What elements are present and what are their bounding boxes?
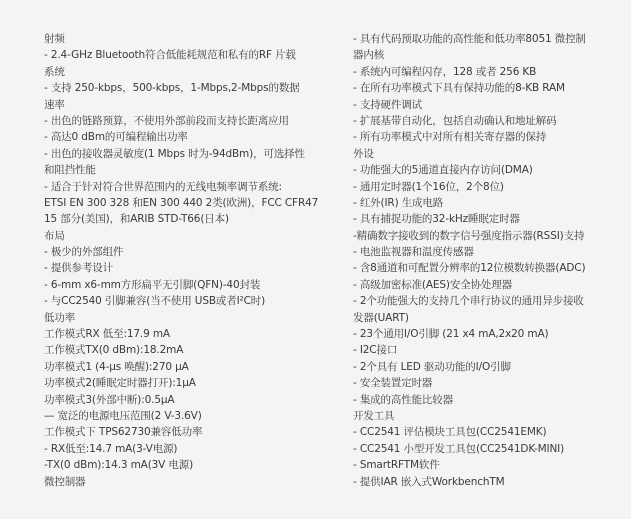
text-line: - 集成的高性能比较器 <box>353 393 453 406</box>
text-line: - 所有功率模式中对所有相关寄存器的保持 <box>353 131 547 144</box>
section-heading-dev-tools: 开发工具 <box>353 409 395 422</box>
text-line: 工作模式RX 低至:17.9 mA <box>44 328 170 341</box>
text-line: - 适合于针对符合世界范围内的无线电频率调节系统: <box>44 180 282 193</box>
text-line: - 提供IAR 嵌入式WorkbenchTM <box>353 475 505 488</box>
text-line: - 具有捕捉功能的32-kHz睡眠定时器 <box>353 213 520 226</box>
text-line: - 高达0 dBm的可编程输出功率 <box>44 131 188 144</box>
text-line: - 系统内可编程闪存，128 或者 256 KB <box>353 65 537 78</box>
text-line: - 2.4-GHz Bluetooth符合低能耗规范和私有的RF 片载 <box>44 49 296 62</box>
text-line: -精确数字接收到的数字信号强度指示器(RSSI)支持 <box>353 229 585 242</box>
text-line: - 出色的链路预算，不使用外部前段而支持长距离应用 <box>44 114 289 127</box>
text-line: - 扩展基带自动化，包括自动确认和地址解码 <box>353 114 557 127</box>
text-line: 和阻挡性能 <box>44 164 96 177</box>
text-line: -TX(0 dBm):14.3 mA(3V 电源) <box>44 459 194 472</box>
section-heading-peripherals: 外设 <box>353 147 374 160</box>
text-line: - 2个功能强大的支持几个串行协议的通用异步接收 <box>353 295 584 308</box>
text-line: 功率模式2(睡眠定时器打开):1μA <box>44 377 196 390</box>
text-line: - 支持 250-kbps，500-kbps，1-Mbps,2-Mbps的数据 <box>44 82 300 95</box>
text-line: - 安全装置定时器 <box>353 377 433 390</box>
text-line: - I2C接口 <box>353 344 398 357</box>
text-line: - SmartRFTM软件 <box>353 459 440 472</box>
text-line: - 2个具有 LED 驱动功能的I/O引脚 <box>353 360 511 373</box>
text-line: - 提供参考设计 <box>44 262 113 275</box>
text-line: - 与CC2540 引脚兼容(当不使用 USB或者I²C时) <box>44 295 266 308</box>
text-line: - RX低至:14.7 mA(3-V电源) <box>44 442 178 455</box>
text-line: - 含8通道和可配置分辨率的12位模数转换器(ADC) <box>353 262 586 275</box>
text-line: - 23个通用I/O引脚 (21 x4 mA,2x20 mA) <box>353 328 549 341</box>
right-column <box>353 31 615 490</box>
text-line: 系统 <box>44 65 65 78</box>
text-line: - 红外(IR) 生成电路 <box>353 196 444 209</box>
text-line: 工作模式下 TPS62730兼容低功率 <box>44 426 203 439</box>
text-line: 速率 <box>44 98 65 111</box>
section-heading-mcu: 微控制器 <box>44 475 86 488</box>
text-line: - 具有代码预取功能的高性能和低功率8051 微控制 <box>353 33 586 45</box>
text-line: - 支持硬件调试 <box>353 98 422 111</box>
text-line: - 功能强大的5通道直接内存访问(DMA) <box>353 164 533 177</box>
text-line: - 通用定时器(1个16位，2个8位) <box>353 180 504 193</box>
text-line: — 宽泛的电源电压范围(2 V-3.6V) <box>44 409 202 422</box>
text-line: - CC2541 评估模块工具包(CC2541EMK) <box>353 426 547 439</box>
text-line: 功率模式3(外部中断):0.5μA <box>44 393 175 406</box>
left-column <box>44 31 330 490</box>
section-heading-low-power: 低功率 <box>44 311 76 324</box>
text-line: 工作模式TX(0 dBm):18.2mA <box>44 344 184 357</box>
text-line: 器内核 <box>353 49 385 62</box>
text-line: ETSI EN 300 328 和EN 300 440 2类(欧洲)，FCC CFR47 <box>44 196 319 209</box>
text-line: - CC2541 小型开发工具包(CC2541DK-MINI) <box>353 442 565 455</box>
text-line: - 极少的外部组件 <box>44 246 124 259</box>
text-line: 15 部分(美国)，和ARIB STD-T66(日本) <box>44 213 229 226</box>
section-heading-rf: 射频 <box>44 33 65 45</box>
text-line: 功率模式1 (4-μs 唤醒):270 μA <box>44 360 189 373</box>
text-line: - 高级加密标准(AES)安全协处理器 <box>353 278 512 291</box>
section-heading-layout: 布局 <box>44 229 65 242</box>
text-line: - 电池监视器和温度传感器 <box>353 246 474 259</box>
text-line: - 6-mm x6-mm方形扁平无引脚(QFN)-40封装 <box>44 278 261 291</box>
text-line: - 出色的接收器灵敏度(1 Mbps 时为-94dBm)，可选择性 <box>44 147 305 160</box>
text-line: - 在所有功率模式下具有保持功能的8-KB RAM <box>353 82 565 95</box>
text-line: 发器(UART) <box>353 311 409 324</box>
